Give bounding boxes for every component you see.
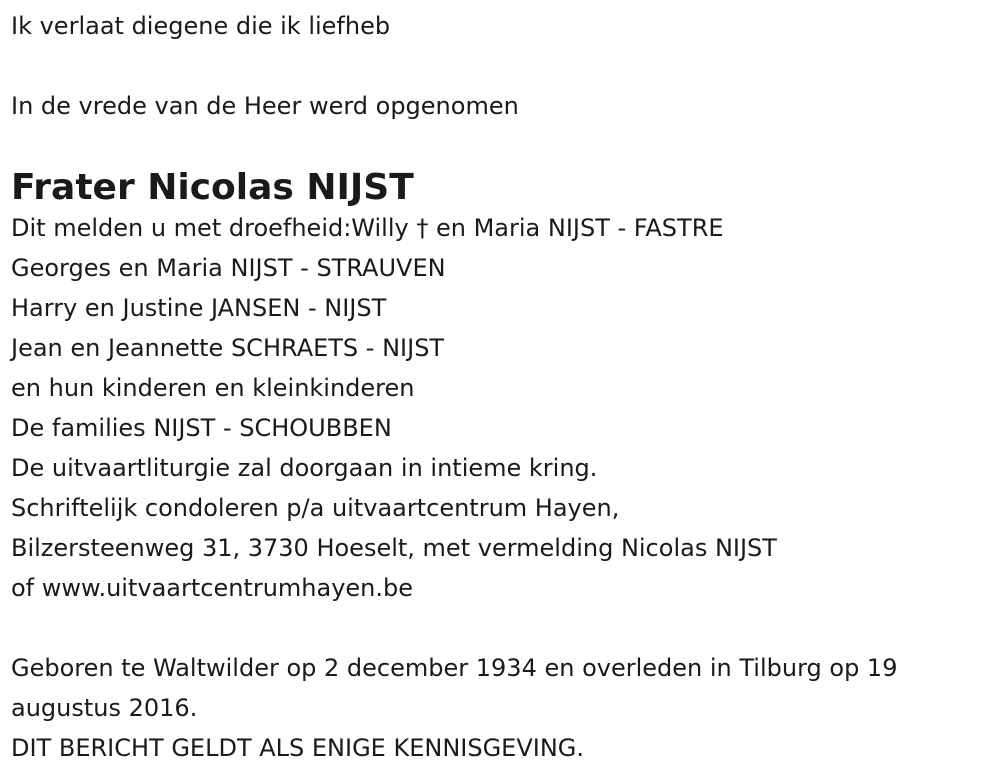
closing-line: DIT BERICHT GELDT ALS ENIGE KENNISGEVING. xyxy=(11,734,585,762)
spacer xyxy=(11,126,996,166)
family-line: Georges en Maria NIJST - STRAUVEN xyxy=(11,254,446,282)
death-notice xyxy=(11,6,996,768)
peace-line: In de vrede van de Heer werd opgenomen xyxy=(11,92,519,120)
family-line: Dit melden u met droefheid:Willy † en Maria NIJST - FASTRE xyxy=(11,214,724,242)
opening-line: Ik verlaat diegene die ik liefheb xyxy=(11,12,391,40)
family-line: Harry en Justine JANSEN - NIJST xyxy=(11,294,387,322)
family-line: en hun kinderen en kleinkinderen xyxy=(11,374,415,402)
condolence-line: Schriftelijk condoleren p/a uitvaartcentrum Hayen, xyxy=(11,494,620,522)
condolence-line: of www.uitvaartcentrumhayen.be xyxy=(11,574,414,602)
spacer xyxy=(11,46,996,86)
funeral-line: De uitvaartliturgie zal doorgaan in intieme kring. xyxy=(11,454,598,482)
birth-death-line: Geboren te Waltwilder op 2 december 1934 en overleden in Tilburg op 19 augustus 2016. xyxy=(11,654,898,722)
deceased-name: Frater Nicolas NIJST xyxy=(11,167,414,208)
family-line: Jean en Jeannette SCHRAETS - NIJST xyxy=(11,334,445,362)
condolence-line: Bilzersteenweg 31, 3730 Hoeselt, met vermelding Nicolas NIJST xyxy=(11,534,777,562)
family-line: De families NIJST - SCHOUBBEN xyxy=(11,414,392,442)
spacer xyxy=(11,608,996,648)
